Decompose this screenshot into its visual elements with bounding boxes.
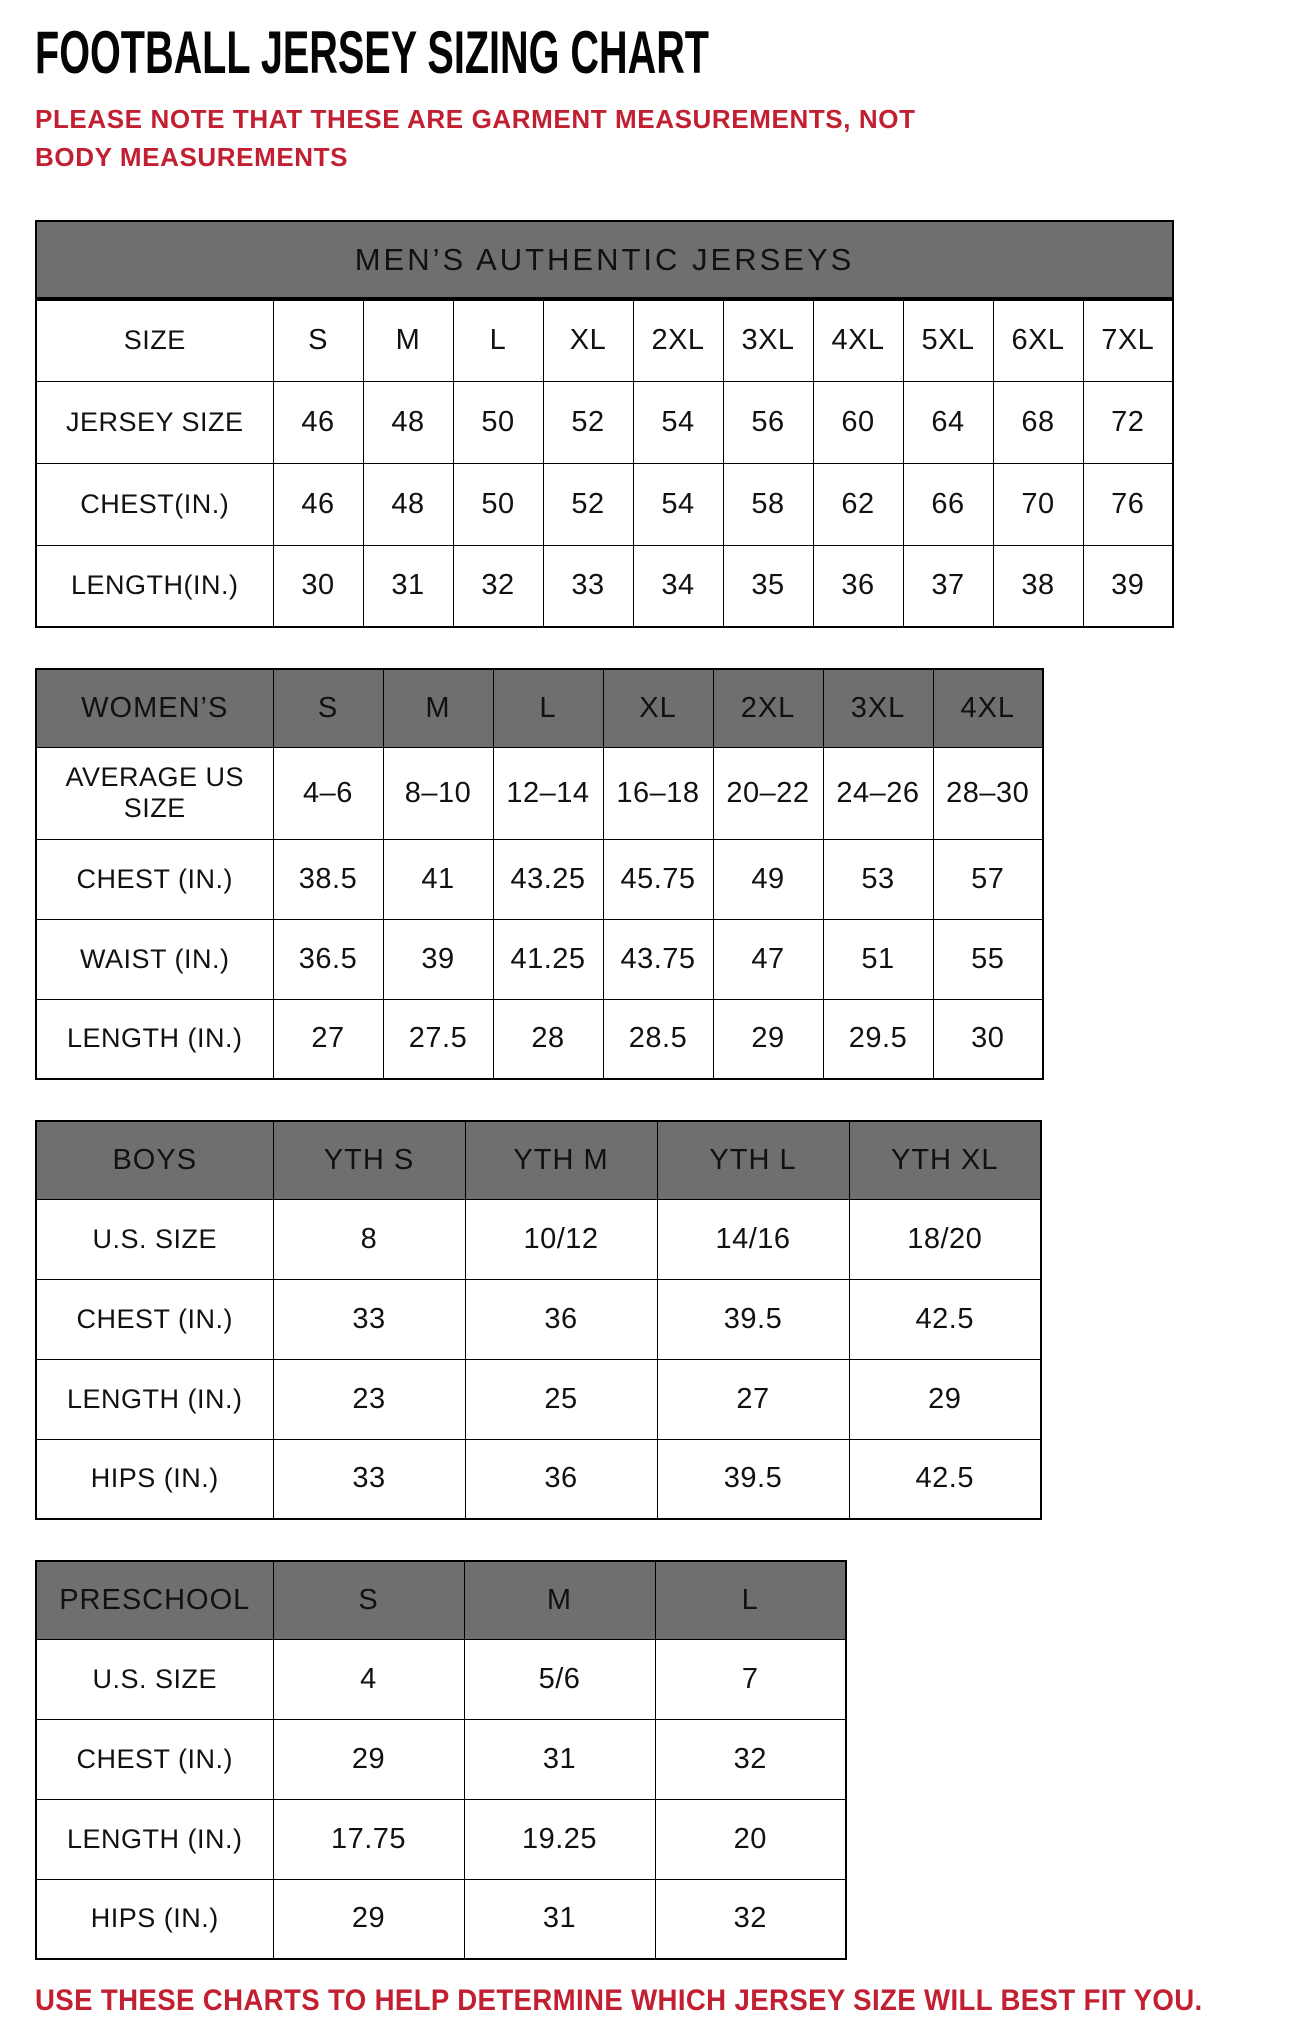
size-value: 2XL <box>633 299 723 381</box>
size-value: 54 <box>633 463 723 545</box>
size-value: 42.5 <box>849 1439 1041 1519</box>
size-value: 28–30 <box>933 747 1043 839</box>
size-value: 54 <box>633 381 723 463</box>
size-value: 52 <box>543 381 633 463</box>
size-value: 27 <box>273 999 383 1079</box>
size-value: M <box>363 299 453 381</box>
mens-banner: MEN’S AUTHENTIC JERSEYS <box>36 221 1173 299</box>
size-value: 27.5 <box>383 999 493 1079</box>
size-value: 43.75 <box>603 919 713 999</box>
size-value: 58 <box>723 463 813 545</box>
size-value: 31 <box>464 1879 655 1959</box>
size-value: 45.75 <box>603 839 713 919</box>
size-value: 50 <box>453 463 543 545</box>
size-value: 76 <box>1083 463 1173 545</box>
size-value: 49 <box>713 839 823 919</box>
row-label: LENGTH (IN.) <box>36 999 273 1079</box>
size-value: 34 <box>633 545 723 627</box>
row-label: AVERAGE US SIZE <box>36 747 273 839</box>
table-row <box>36 1719 846 1799</box>
table-row <box>36 299 1173 381</box>
size-value: 38 <box>993 545 1083 627</box>
row-label: U.S. SIZE <box>36 1199 273 1279</box>
size-value: 16–18 <box>603 747 713 839</box>
size-value: 17.75 <box>273 1799 464 1879</box>
column-header: S <box>273 669 383 747</box>
size-value: 8 <box>273 1199 465 1279</box>
size-value: 5XL <box>903 299 993 381</box>
size-value: 70 <box>993 463 1083 545</box>
column-header: YTH L <box>657 1121 849 1199</box>
size-value: 20–22 <box>713 747 823 839</box>
page-title-text: FOOTBALL JERSEY SIZING CHART <box>35 19 709 86</box>
boys-table-grid <box>35 1120 1042 1520</box>
size-value: 32 <box>655 1719 846 1799</box>
size-value: 7XL <box>1083 299 1173 381</box>
page-title <box>35 19 1220 86</box>
size-value: 14/16 <box>657 1199 849 1279</box>
column-header: L <box>655 1561 846 1639</box>
size-value: 4XL <box>813 299 903 381</box>
size-value: 57 <box>933 839 1043 919</box>
size-value: 72 <box>1083 381 1173 463</box>
size-value: 56 <box>723 381 813 463</box>
size-value: 47 <box>713 919 823 999</box>
size-value: 7 <box>655 1639 846 1719</box>
size-value: 6XL <box>993 299 1083 381</box>
table-row <box>36 999 1043 1079</box>
row-label: LENGTH(IN.) <box>36 545 273 627</box>
size-value: 29.5 <box>823 999 933 1079</box>
size-value: 46 <box>273 381 363 463</box>
preschool-group-label: PRESCHOOL <box>36 1561 273 1639</box>
row-label: HIPS (IN.) <box>36 1439 273 1519</box>
size-value: 41.25 <box>493 919 603 999</box>
column-header: XL <box>603 669 713 747</box>
column-header: M <box>383 669 493 747</box>
row-label: U.S. SIZE <box>36 1639 273 1719</box>
size-value: 51 <box>823 919 933 999</box>
mens-authentic-jerseys-table <box>35 220 1220 628</box>
size-value: 29 <box>273 1879 464 1959</box>
table-row <box>36 747 1043 839</box>
column-header: YTH S <box>273 1121 465 1199</box>
column-header: M <box>464 1561 655 1639</box>
womens-table-grid <box>35 668 1044 1080</box>
preschool-table-grid <box>35 1560 847 1960</box>
size-value: 39.5 <box>657 1439 849 1519</box>
size-value: 24–26 <box>823 747 933 839</box>
table-row <box>36 1879 846 1959</box>
size-value: 41 <box>383 839 493 919</box>
table-row <box>36 381 1173 463</box>
table-row <box>36 1359 1041 1439</box>
size-value: 36 <box>465 1439 657 1519</box>
table-row <box>36 1799 846 1879</box>
row-label: CHEST (IN.) <box>36 839 273 919</box>
size-value: 43.25 <box>493 839 603 919</box>
size-value: 3XL <box>723 299 813 381</box>
size-value: 48 <box>363 463 453 545</box>
boys-sizing-table <box>35 1120 1220 1520</box>
row-label: LENGTH (IN.) <box>36 1799 273 1879</box>
size-value: 28 <box>493 999 603 1079</box>
size-value: 35 <box>723 545 813 627</box>
size-value: 4 <box>273 1639 464 1719</box>
size-value: 52 <box>543 463 633 545</box>
table-row <box>36 839 1043 919</box>
size-value: 46 <box>273 463 363 545</box>
size-value: 37 <box>903 545 993 627</box>
size-value: 19.25 <box>464 1799 655 1879</box>
size-value: 27 <box>657 1359 849 1439</box>
size-value: 53 <box>823 839 933 919</box>
column-header: S <box>273 1561 464 1639</box>
size-value: 31 <box>363 545 453 627</box>
row-label: JERSEY SIZE <box>36 381 273 463</box>
size-value: 60 <box>813 381 903 463</box>
size-value: 38.5 <box>273 839 383 919</box>
size-value: 48 <box>363 381 453 463</box>
table-row <box>36 545 1173 627</box>
size-value: L <box>453 299 543 381</box>
size-value: 39 <box>1083 545 1173 627</box>
garment-measurements-note: PLEASE NOTE THAT THESE ARE GARMENT MEASUREMENTS, NOT BODY MEASUREMENTS <box>35 104 916 172</box>
size-value: 29 <box>273 1719 464 1799</box>
footer-note-text: USE THESE CHARTS TO HELP DETERMINE WHICH JERSEY SIZE WILL BEST FIT YOU. <box>35 1984 1203 2017</box>
size-value: 25 <box>465 1359 657 1439</box>
size-value: 20 <box>655 1799 846 1879</box>
row-label: HIPS (IN.) <box>36 1879 273 1959</box>
size-value: 31 <box>464 1719 655 1799</box>
table-row <box>36 919 1043 999</box>
table-row <box>36 463 1173 545</box>
size-value: 32 <box>453 545 543 627</box>
size-value: 36 <box>813 545 903 627</box>
size-value: 5/6 <box>464 1639 655 1719</box>
size-value: 62 <box>813 463 903 545</box>
size-value: 29 <box>849 1359 1041 1439</box>
womens-sizing-table <box>35 668 1220 1080</box>
size-value: 55 <box>933 919 1043 999</box>
size-value: 29 <box>713 999 823 1079</box>
row-label: SIZE <box>36 299 273 381</box>
table-row <box>36 1199 1041 1279</box>
size-value: 10/12 <box>465 1199 657 1279</box>
boys-group-label: BOYS <box>36 1121 273 1199</box>
size-value: 50 <box>453 381 543 463</box>
mens-table-grid <box>35 220 1174 628</box>
size-value: 64 <box>903 381 993 463</box>
size-value: XL <box>543 299 633 381</box>
row-label: CHEST (IN.) <box>36 1279 273 1359</box>
size-value: 68 <box>993 381 1083 463</box>
preschool-sizing-table <box>35 1560 1220 1960</box>
row-label: LENGTH (IN.) <box>36 1359 273 1439</box>
size-value: 28.5 <box>603 999 713 1079</box>
size-value: 36.5 <box>273 919 383 999</box>
size-value: 32 <box>655 1879 846 1959</box>
table-row <box>36 1639 846 1719</box>
size-value: 33 <box>273 1279 465 1359</box>
size-value: 33 <box>273 1439 465 1519</box>
table-row <box>36 1439 1041 1519</box>
column-header: L <box>493 669 603 747</box>
size-value: 4–6 <box>273 747 383 839</box>
column-header: 3XL <box>823 669 933 747</box>
size-value: 23 <box>273 1359 465 1439</box>
size-value: 39 <box>383 919 493 999</box>
size-value: 18/20 <box>849 1199 1041 1279</box>
size-value: 30 <box>933 999 1043 1079</box>
size-value: 39.5 <box>657 1279 849 1359</box>
size-value: 33 <box>543 545 633 627</box>
size-value: 66 <box>903 463 993 545</box>
row-label: CHEST (IN.) <box>36 1719 273 1799</box>
row-label: WAIST (IN.) <box>36 919 273 999</box>
size-value: 42.5 <box>849 1279 1041 1359</box>
size-value: 12–14 <box>493 747 603 839</box>
column-header: YTH M <box>465 1121 657 1199</box>
size-value: 30 <box>273 545 363 627</box>
row-label: CHEST(IN.) <box>36 463 273 545</box>
size-value: 8–10 <box>383 747 493 839</box>
size-value: S <box>273 299 363 381</box>
size-value: 36 <box>465 1279 657 1359</box>
womens-group-label: WOMEN’S <box>36 669 273 747</box>
column-header: YTH XL <box>849 1121 1041 1199</box>
footer-note <box>35 1984 1220 2018</box>
column-header: 2XL <box>713 669 823 747</box>
column-header: 4XL <box>933 669 1043 747</box>
table-row <box>36 1279 1041 1359</box>
